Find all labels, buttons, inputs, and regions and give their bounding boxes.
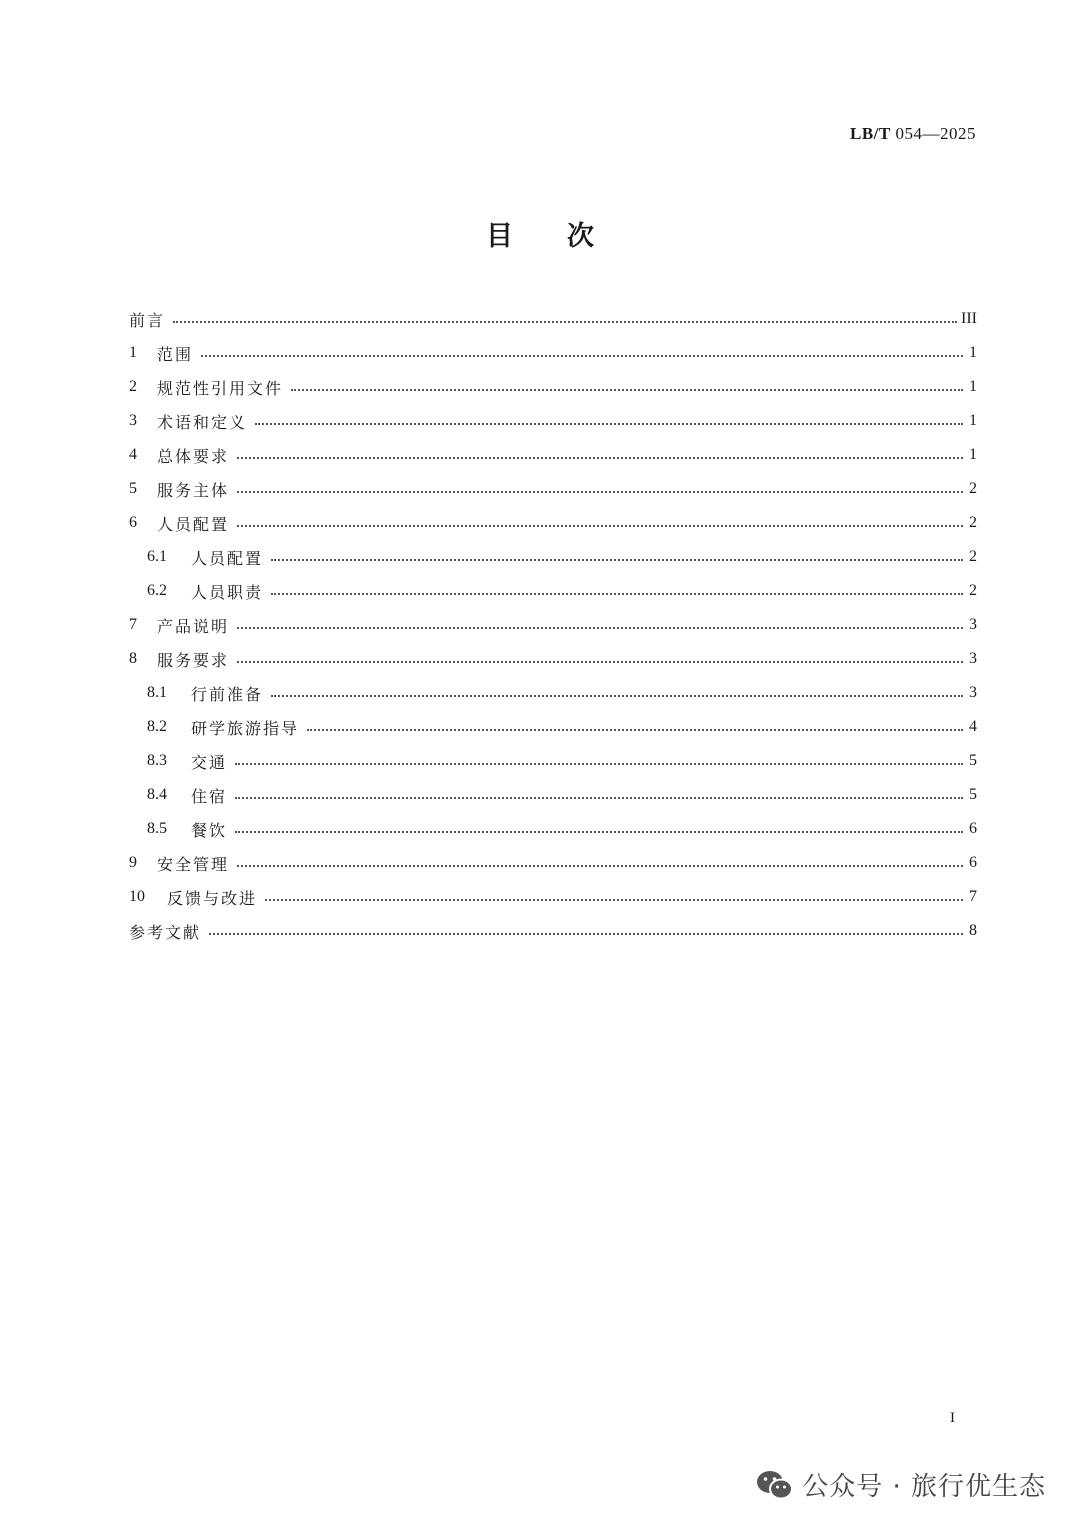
toc-entry-page: 3 (969, 684, 977, 701)
toc-dot-leader (271, 558, 963, 561)
toc-entry-number: 1 (129, 344, 137, 361)
toc-entry-label: 安全管理 (157, 854, 230, 874)
toc-entry-label: 总体要求 (157, 446, 230, 466)
toc-dot-leader (209, 932, 963, 935)
toc-entry-number: 4 (129, 446, 137, 463)
toc-entry-number: 5 (129, 480, 137, 497)
toc-dot-leader (237, 524, 963, 527)
standard-number: 054—2025 (895, 124, 976, 143)
toc-entry-number: 10 (129, 888, 145, 905)
toc-entry-label: 研学旅游指导 (191, 718, 300, 738)
toc-entry-label: 交通 (191, 752, 228, 772)
wechat-icon (756, 1469, 794, 1501)
toc-entry-label: 规范性引用文件 (157, 378, 284, 398)
toc-entry-page: 5 (969, 786, 977, 803)
toc-entry[interactable] (129, 846, 977, 880)
toc-entry-number: 8.5 (147, 820, 167, 837)
toc-entry-number: 8.1 (147, 684, 167, 701)
toc-dot-leader (201, 354, 963, 357)
toc-entry[interactable] (129, 540, 977, 574)
toc-entry-page: 6 (969, 854, 977, 871)
toc-entry[interactable] (129, 472, 977, 506)
toc-entry-page: 2 (969, 582, 977, 599)
toc-dot-leader (173, 320, 957, 323)
toc-entry-label: 行前准备 (191, 684, 264, 704)
toc-title-char-1: 目 (486, 221, 513, 252)
toc-dot-leader (237, 660, 963, 663)
toc-dot-leader (291, 388, 963, 391)
toc-entry-number: 8.4 (147, 786, 167, 803)
toc-dot-leader (237, 864, 963, 867)
toc-entry-label: 术语和定义 (157, 412, 248, 432)
toc-entry-page: 3 (969, 650, 977, 667)
toc-entry-number: 9 (129, 854, 137, 871)
toc-dot-leader (235, 762, 963, 765)
standard-prefix: LB/T (850, 124, 891, 143)
watermark (756, 1466, 1046, 1503)
toc-entry-page: 7 (969, 888, 977, 905)
toc-entry-number: 6 (129, 514, 137, 531)
page-number: I (950, 1410, 955, 1426)
toc-entry[interactable] (129, 880, 977, 914)
toc-entry-page: 5 (969, 752, 977, 769)
toc-entry-label: 范围 (157, 344, 194, 364)
toc-entry[interactable] (129, 574, 977, 608)
toc-dot-leader (265, 898, 963, 901)
toc-entry-page: 1 (969, 412, 977, 429)
toc-entry-page: 1 (969, 344, 977, 361)
toc-entry-label: 人员职责 (191, 582, 264, 602)
toc-entry[interactable] (129, 778, 977, 812)
toc-entry-label: 服务主体 (157, 480, 230, 500)
toc-dot-leader (237, 626, 963, 629)
toc-entry[interactable] (129, 676, 977, 710)
toc-dot-leader (307, 728, 963, 731)
toc-entry-label: 人员配置 (157, 514, 230, 534)
toc-entry-page: III (961, 310, 977, 327)
toc-entry-page: 8 (969, 922, 977, 939)
toc-dot-leader (255, 422, 963, 425)
standard-code (850, 124, 976, 144)
toc-entry-page: 6 (969, 820, 977, 837)
toc-entry-label: 服务要求 (157, 650, 230, 670)
toc-entry-page: 2 (969, 480, 977, 497)
toc-entry-number: 8.3 (147, 752, 167, 769)
toc-entry-page: 1 (969, 446, 977, 463)
toc-entry[interactable] (129, 404, 977, 438)
table-of-contents (129, 302, 977, 948)
toc-entry-number: 2 (129, 378, 137, 395)
toc-entry-number: 8 (129, 650, 137, 667)
toc-entry[interactable] (129, 302, 977, 336)
toc-entry[interactable] (129, 336, 977, 370)
toc-entry-page: 1 (969, 378, 977, 395)
toc-entry-number: 6.2 (147, 582, 167, 599)
toc-entry-number: 3 (129, 412, 137, 429)
toc-entry-page: 2 (969, 548, 977, 565)
toc-entry-number: 7 (129, 616, 137, 633)
toc-entry-number: 6.1 (147, 548, 167, 565)
toc-entry-number: 8.2 (147, 718, 167, 735)
toc-dot-leader (235, 796, 963, 799)
toc-entry-label: 住宿 (191, 786, 228, 806)
toc-entry-page: 4 (969, 718, 977, 735)
toc-entry-label: 反馈与改进 (167, 888, 258, 908)
toc-entry[interactable] (129, 506, 977, 540)
watermark-text: 公众号 · 旅行优生态 (802, 1472, 1046, 1502)
toc-title (0, 214, 1080, 253)
toc-entry[interactable] (129, 812, 977, 846)
toc-entry-label: 参考文献 (129, 922, 202, 942)
toc-entry[interactable] (129, 370, 977, 404)
toc-dot-leader (237, 490, 963, 493)
toc-entry-page: 3 (969, 616, 977, 633)
toc-entry-label: 餐饮 (191, 820, 228, 840)
toc-entry-page: 2 (969, 514, 977, 531)
toc-entry-label: 产品说明 (157, 616, 230, 636)
toc-entry[interactable] (129, 914, 977, 948)
toc-entry-label: 人员配置 (191, 548, 264, 568)
toc-entry[interactable] (129, 438, 977, 472)
toc-entry-label: 前言 (129, 310, 166, 330)
toc-title-char-2: 次 (567, 221, 594, 252)
toc-entry[interactable] (129, 608, 977, 642)
toc-dot-leader (271, 694, 963, 697)
toc-entry[interactable] (129, 744, 977, 778)
toc-dot-leader (235, 830, 963, 833)
toc-dot-leader (271, 592, 963, 595)
toc-entry[interactable] (129, 710, 977, 744)
toc-dot-leader (237, 456, 963, 459)
toc-entry[interactable] (129, 642, 977, 676)
